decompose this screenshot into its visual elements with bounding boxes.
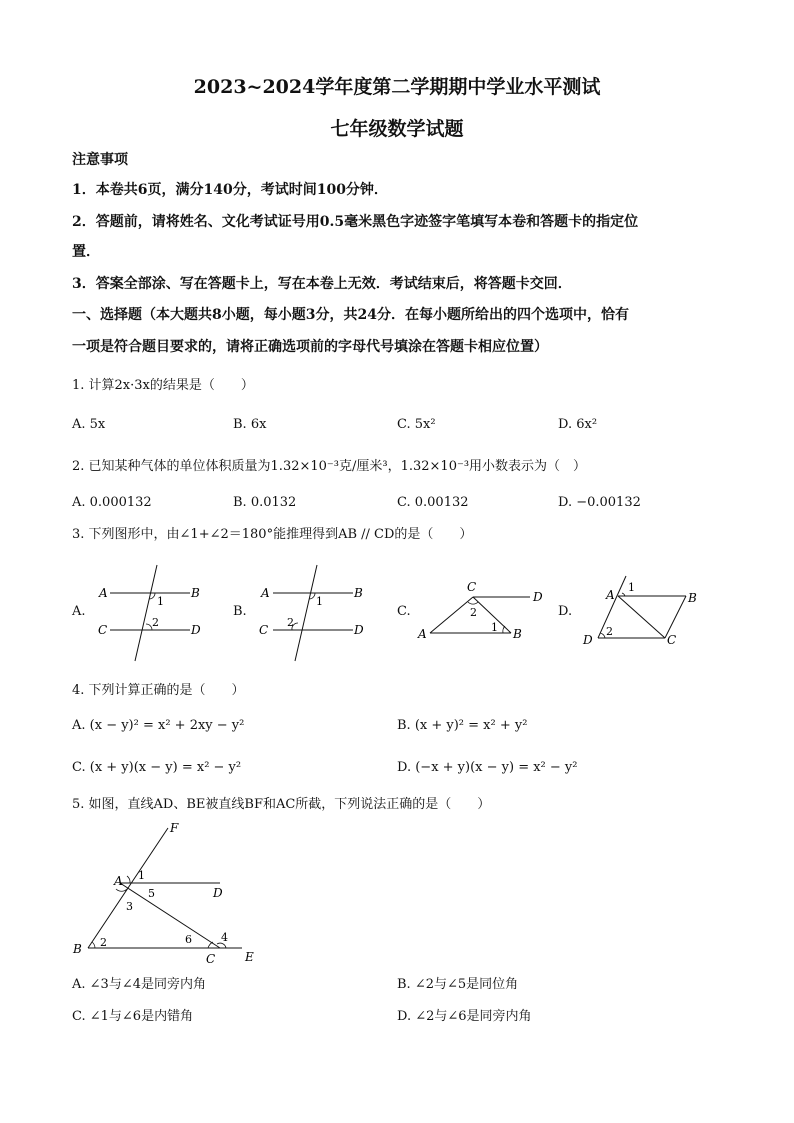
section-1-line-2: 一项是符合题目要求的，请将正确选项前的字母代号填涂在答题卡相应位置） xyxy=(72,339,548,355)
fig-c-label-d: D xyxy=(533,590,543,604)
q1-option-d: D. 6x² xyxy=(558,417,598,432)
fig-d-label-d: D xyxy=(583,633,593,647)
q2-option-b: B. 0.0132 xyxy=(233,495,297,510)
q2-option-d: D. −0.00132 xyxy=(558,495,641,510)
fig-b-label-a: A xyxy=(261,586,270,600)
q5-angle-4: 4 xyxy=(221,931,228,944)
q5-label-a: A xyxy=(114,874,123,888)
fig-a-label-b: B xyxy=(191,586,200,600)
fig-b-label-c: C xyxy=(259,623,269,637)
q4-option-b: B. (x + y)² = x² + y² xyxy=(397,718,528,733)
q3-figure-d xyxy=(580,570,700,655)
q5-option-b: B. ∠2与∠5是同位角 xyxy=(397,977,519,992)
exam-subtitle: 七年级数学试题 xyxy=(330,118,464,140)
q5-angle-2: 2 xyxy=(100,936,107,949)
q1-option-b: B. 6x xyxy=(233,417,267,432)
q5-label-d: D xyxy=(213,886,223,900)
q5-angle-3: 3 xyxy=(126,900,133,913)
q3-option-c-label: C. xyxy=(397,604,411,619)
q5-label-e: E xyxy=(245,950,254,964)
exam-title: 2023~2024学年度第二学期期中学业水平测试 xyxy=(193,76,601,98)
q3-option-d-label: D. xyxy=(558,604,573,619)
fig-d-label-a: A xyxy=(606,588,615,602)
q3-option-b-label: B. xyxy=(233,604,247,619)
q5-option-c: C. ∠1与∠6是内错角 xyxy=(72,1009,194,1024)
fig-c-label-a: A xyxy=(418,627,427,641)
q1-option-c: C. 5x² xyxy=(397,417,436,432)
q5-angle-6: 6 xyxy=(185,933,192,946)
q5-option-a: A. ∠3与∠4是同旁内角 xyxy=(72,977,206,992)
fig-b-label-d: D xyxy=(354,623,364,637)
q4-stem: 4. 下列计算正确的是（ ） xyxy=(72,683,245,698)
q2-option-c: C. 0.00132 xyxy=(397,495,469,510)
fig-a-label-a: A xyxy=(99,586,108,600)
q1-option-a: A. 5x xyxy=(72,417,106,432)
fig-c-label-b: B xyxy=(513,627,522,641)
q4-option-d: D. (−x + y)(x − y) = x² − y² xyxy=(397,760,578,775)
q5-figure xyxy=(70,818,260,968)
q3-figure-a xyxy=(95,560,215,665)
q1-stem: 1. 计算2x·3x的结果是（ ） xyxy=(72,378,254,393)
q5-angle-5: 5 xyxy=(148,887,155,900)
fig-d-label-b: B xyxy=(688,591,697,605)
fig-c-angle-1: 1 xyxy=(491,621,498,634)
fig-c-label-c: C xyxy=(467,580,477,594)
fig-b-angle-2: 2 xyxy=(287,616,294,629)
q3-figure-b xyxy=(255,560,375,665)
fig-d-angle-2: 2 xyxy=(606,625,613,638)
q4-option-c: C. (x + y)(x − y) = x² − y² xyxy=(72,760,242,775)
fig-a-label-c: C xyxy=(98,623,108,637)
fig-d-angle-1: 1 xyxy=(628,581,635,594)
q3-option-a-label: A. xyxy=(72,604,86,619)
q2-option-a: A. 0.000132 xyxy=(72,495,152,510)
fig-b-label-b: B xyxy=(354,586,363,600)
q5-option-d: D. ∠2与∠6是同旁内角 xyxy=(397,1009,532,1024)
q5-label-c: C xyxy=(206,952,216,966)
q4-option-a: A. (x − y)² = x² + 2xy − y² xyxy=(72,718,245,733)
section-1-line-1: 一、选择题（本大题共8小题，每小题3分，共24分．在每小题所给出的四个选项中，恰有 xyxy=(72,307,629,323)
q5-label-f: F xyxy=(170,821,179,835)
notes-heading: 注意事项 xyxy=(72,152,128,168)
fig-b-angle-1: 1 xyxy=(316,595,323,608)
fig-a-label-d: D xyxy=(191,623,201,637)
note-2-line-2: 置． xyxy=(72,244,100,260)
q2-stem: 2. 已知某种气体的单位体积质量为1.32×10⁻³克/厘米³，1.32×10⁻³用小数表示为（ ） xyxy=(72,459,587,474)
fig-d-label-c: C xyxy=(667,633,677,647)
note-1: 1．本卷共6页，满分140分，考试时间100分钟． xyxy=(72,182,388,198)
fig-a-angle-2: 2 xyxy=(152,616,159,629)
fig-c-angle-2: 2 xyxy=(470,606,477,619)
note-3: 3．答案全部涂、写在答题卡上，写在本卷上无效．考试结束后，将答题卡交回． xyxy=(72,276,572,292)
note-2-line-1: 2．答题前，请将姓名、文化考试证号用0.5毫米黑色字迹签字笔填写本卷和答题卡的指定位 xyxy=(72,214,639,230)
q3-figure-c xyxy=(415,575,550,645)
fig-a-angle-1: 1 xyxy=(157,595,164,608)
q3-stem: 3. 下列图形中，由∠1+∠2＝180°能推理得到AB // CD的是（ ） xyxy=(72,527,473,542)
q5-label-b: B xyxy=(73,942,82,956)
q5-angle-1: 1 xyxy=(138,869,145,882)
q5-stem: 5. 如图，直线AD、BE被直线BF和AC所截，下列说法正确的是（ ） xyxy=(72,797,491,812)
